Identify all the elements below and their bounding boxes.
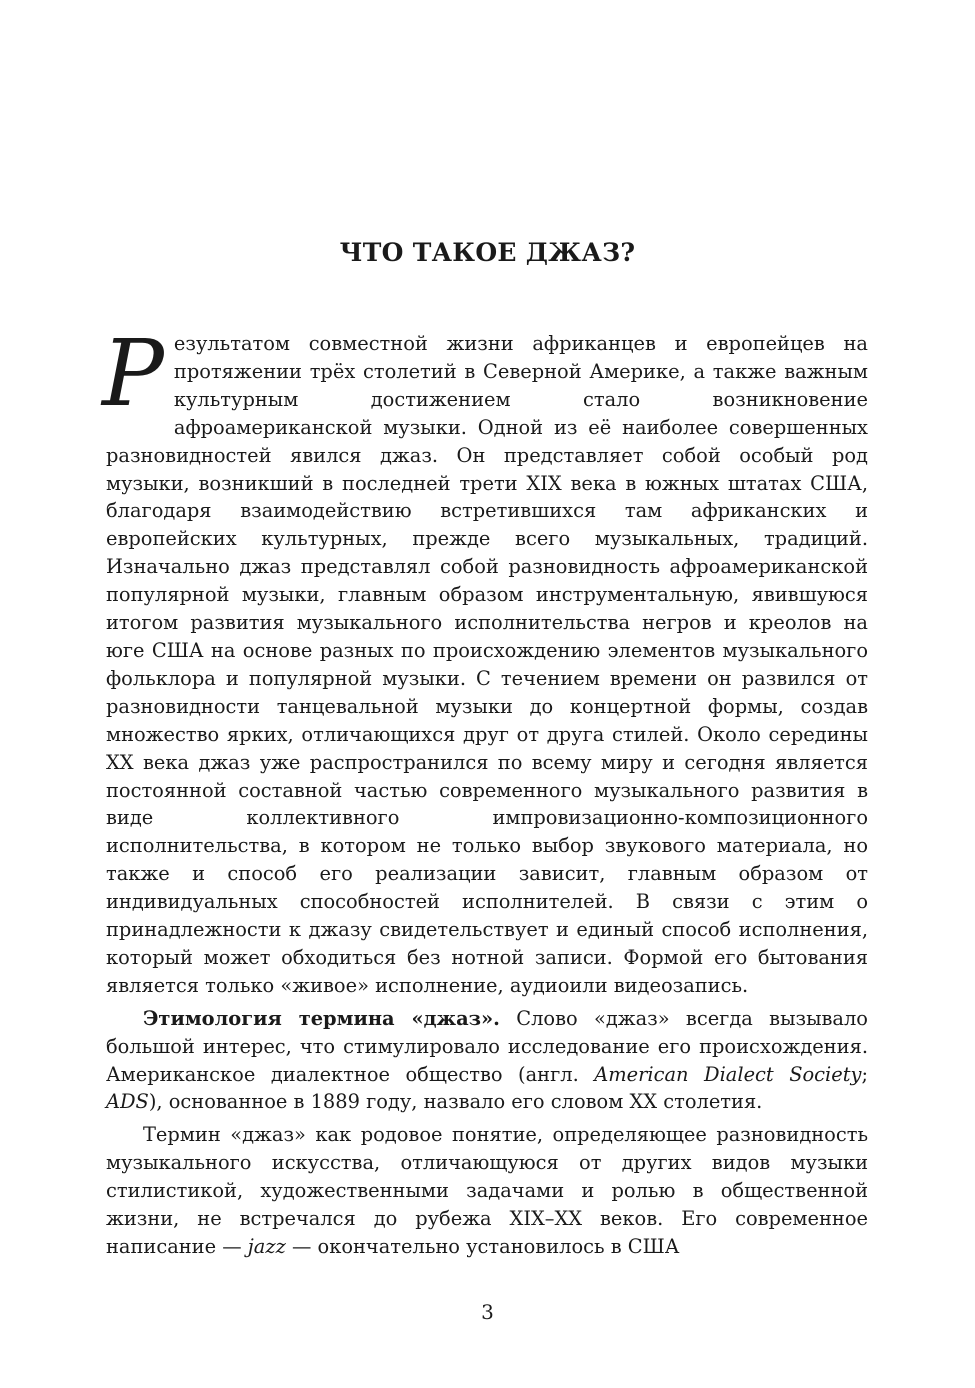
term-text-2: — окончательно установилось в США	[285, 1235, 680, 1258]
body-text	[102, 320, 869, 1266]
term-jazz: jazz	[247, 1235, 286, 1258]
etymology-text-3: ), основанное в 1889 году, назвало его словом XX столетия.	[148, 1090, 763, 1114]
paragraph-term	[106, 1121, 868, 1261]
paragraph-intro	[102, 320, 868, 1000]
term-text-1: Термин «джаз» как родовое понятие, определяющее разновидность музыкального искусства, отличающуюся от других видов музыки стилистикой, художественными задачами и ролью в общественной жизни, не встречался до рубежа XIX–XX веков. Его современное написание —	[106, 1123, 868, 1258]
chapter-title: ЧТО ТАКОЕ ДЖАЗ?	[339, 238, 636, 267]
etymology-term-ads: ADS	[106, 1090, 149, 1114]
section-lead-heading: Этимология термина «джаз».	[143, 1006, 500, 1030]
etymology-text-1: Слово «джаз» всегда вызывало большой интерес, что стимулировало исследование его происхождения. Американское диалектное общество (англ.	[106, 1006, 868, 1086]
drop-cap: Р	[102, 320, 164, 427]
page-number: 3	[481, 1300, 494, 1324]
paragraph-intro-text: езультатом совместной жизни африканцев и европейцев на протяжении трёх столетий в Северной Америке, а также важным культурным достижением стало возникновение афроамериканской музыки. Одной из её наиболее совершенных разновидностей явился джаз. Он представляет собой особый род музыки, возникший в последней трети XIX века в южных штатах США, благодаря взаимодействию встретившихся там африканских и европейских культурных, прежде всего музыкальных, традиций. Изначально джаз представлял собой разновидность афроамериканской популярной музыки, главным образом инструментальную, явившуюся итогом развития музыкального исполнительства негров и креолов на юге США на основе разных по происхождению элементов музыкального фольклора и популярной музыки. С течением времени он развился от разновидности танцевальной музыки до концертной формы, создав множество ярких, отличающихся друг от друга стилей. Около середины XX века джаз уже распространился по всему миру и сегодня является постоянной составной частью современного музыкального развития в виде коллективного импровизационно-композиционного исполнительства, в котором не только выбор звукового материала, но также и способ его реализации зависит, главным образом от индивидуальных способностей исполнителей. В связи с этим о принадлежности к джазу свидетельствует и единый способ исполнения, который может обходиться без нотной записи. Формой его бытования является только «живое» исполнение, аудиоили видеозапись.	[106, 332, 868, 997]
etymology-term-ads-full: American Dialect Society	[594, 1062, 862, 1086]
etymology-text-2: ;	[861, 1062, 869, 1086]
paragraph-etymology	[106, 1005, 868, 1117]
